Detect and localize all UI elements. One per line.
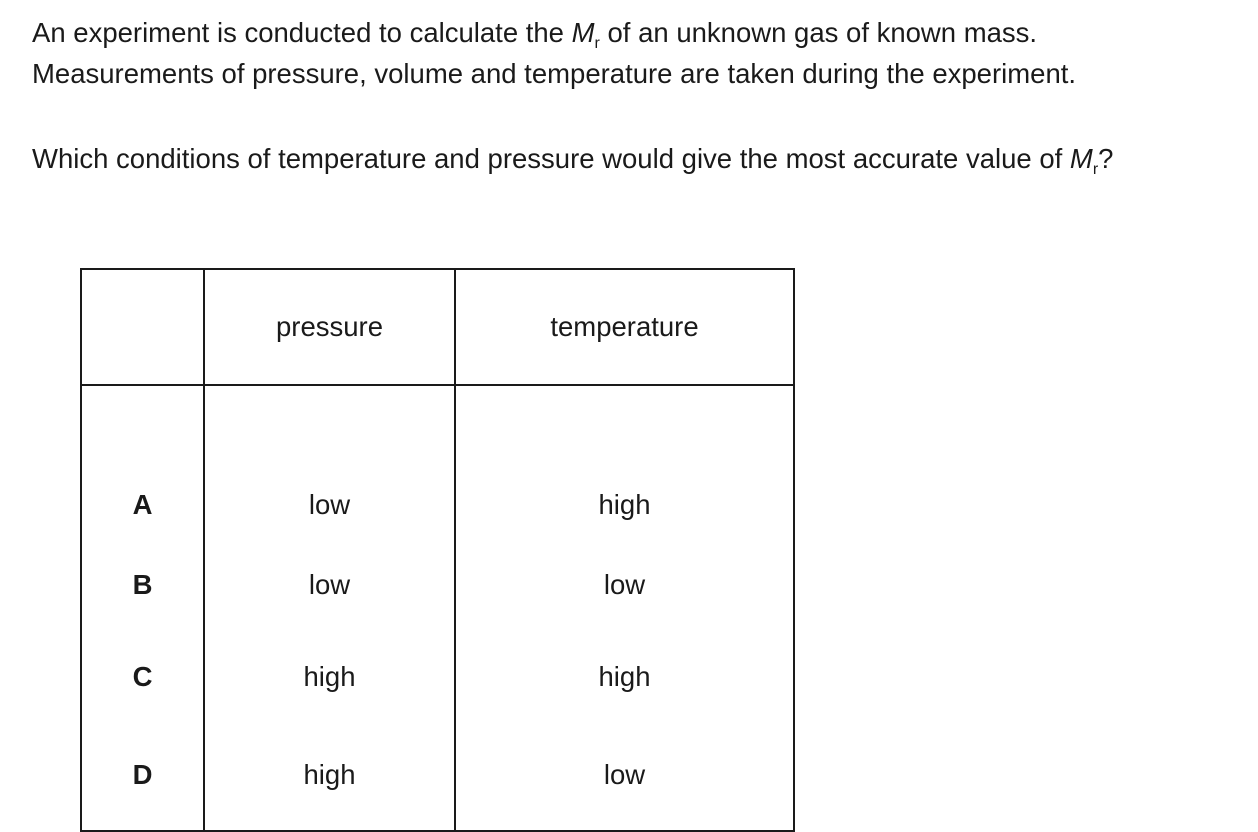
option-key: B xyxy=(81,539,204,631)
stem-line-2: Measurements of pressure, volume and temperature are taken during the experiment. xyxy=(32,58,1077,89)
table-header-row xyxy=(81,269,794,385)
question-prompt xyxy=(32,138,1247,179)
header-temperature: temperature xyxy=(455,269,794,385)
option-temperature: low xyxy=(455,539,794,631)
stem-text-before: An experiment is conducted to calculate the xyxy=(32,17,572,48)
option-temperature: low xyxy=(455,723,794,831)
question-stem xyxy=(32,12,1247,94)
question-mark: ? xyxy=(1098,143,1114,174)
mr-symbol-letter: M xyxy=(1069,143,1093,174)
mr-symbol xyxy=(1069,143,1099,178)
option-pressure: low xyxy=(204,385,455,539)
header-pressure: pressure xyxy=(204,269,455,385)
option-pressure: high xyxy=(204,631,455,723)
stem-line-1 xyxy=(32,12,1247,53)
answer-options-table xyxy=(80,268,795,832)
mr-symbol-letter: M xyxy=(571,17,595,48)
option-row-a[interactable] xyxy=(81,385,794,539)
mr-symbol xyxy=(571,17,600,52)
option-key: D xyxy=(81,723,204,831)
mr-symbol-subscript: r xyxy=(594,35,600,52)
option-key: C xyxy=(81,631,204,723)
question-text: Which conditions of temperature and pressure would give the most accurate value of xyxy=(32,143,1070,174)
option-row-c[interactable] xyxy=(81,631,794,723)
option-row-b[interactable] xyxy=(81,539,794,631)
header-key-cell xyxy=(81,269,204,385)
option-row-d[interactable] xyxy=(81,723,794,831)
option-temperature: high xyxy=(455,385,794,539)
option-temperature: high xyxy=(455,631,794,723)
option-key: A xyxy=(81,385,204,539)
stem-text-after: of an unknown gas of known mass. xyxy=(599,17,1038,48)
option-pressure: high xyxy=(204,723,455,831)
option-pressure: low xyxy=(204,539,455,631)
mr-symbol-subscript: r xyxy=(1092,161,1099,178)
